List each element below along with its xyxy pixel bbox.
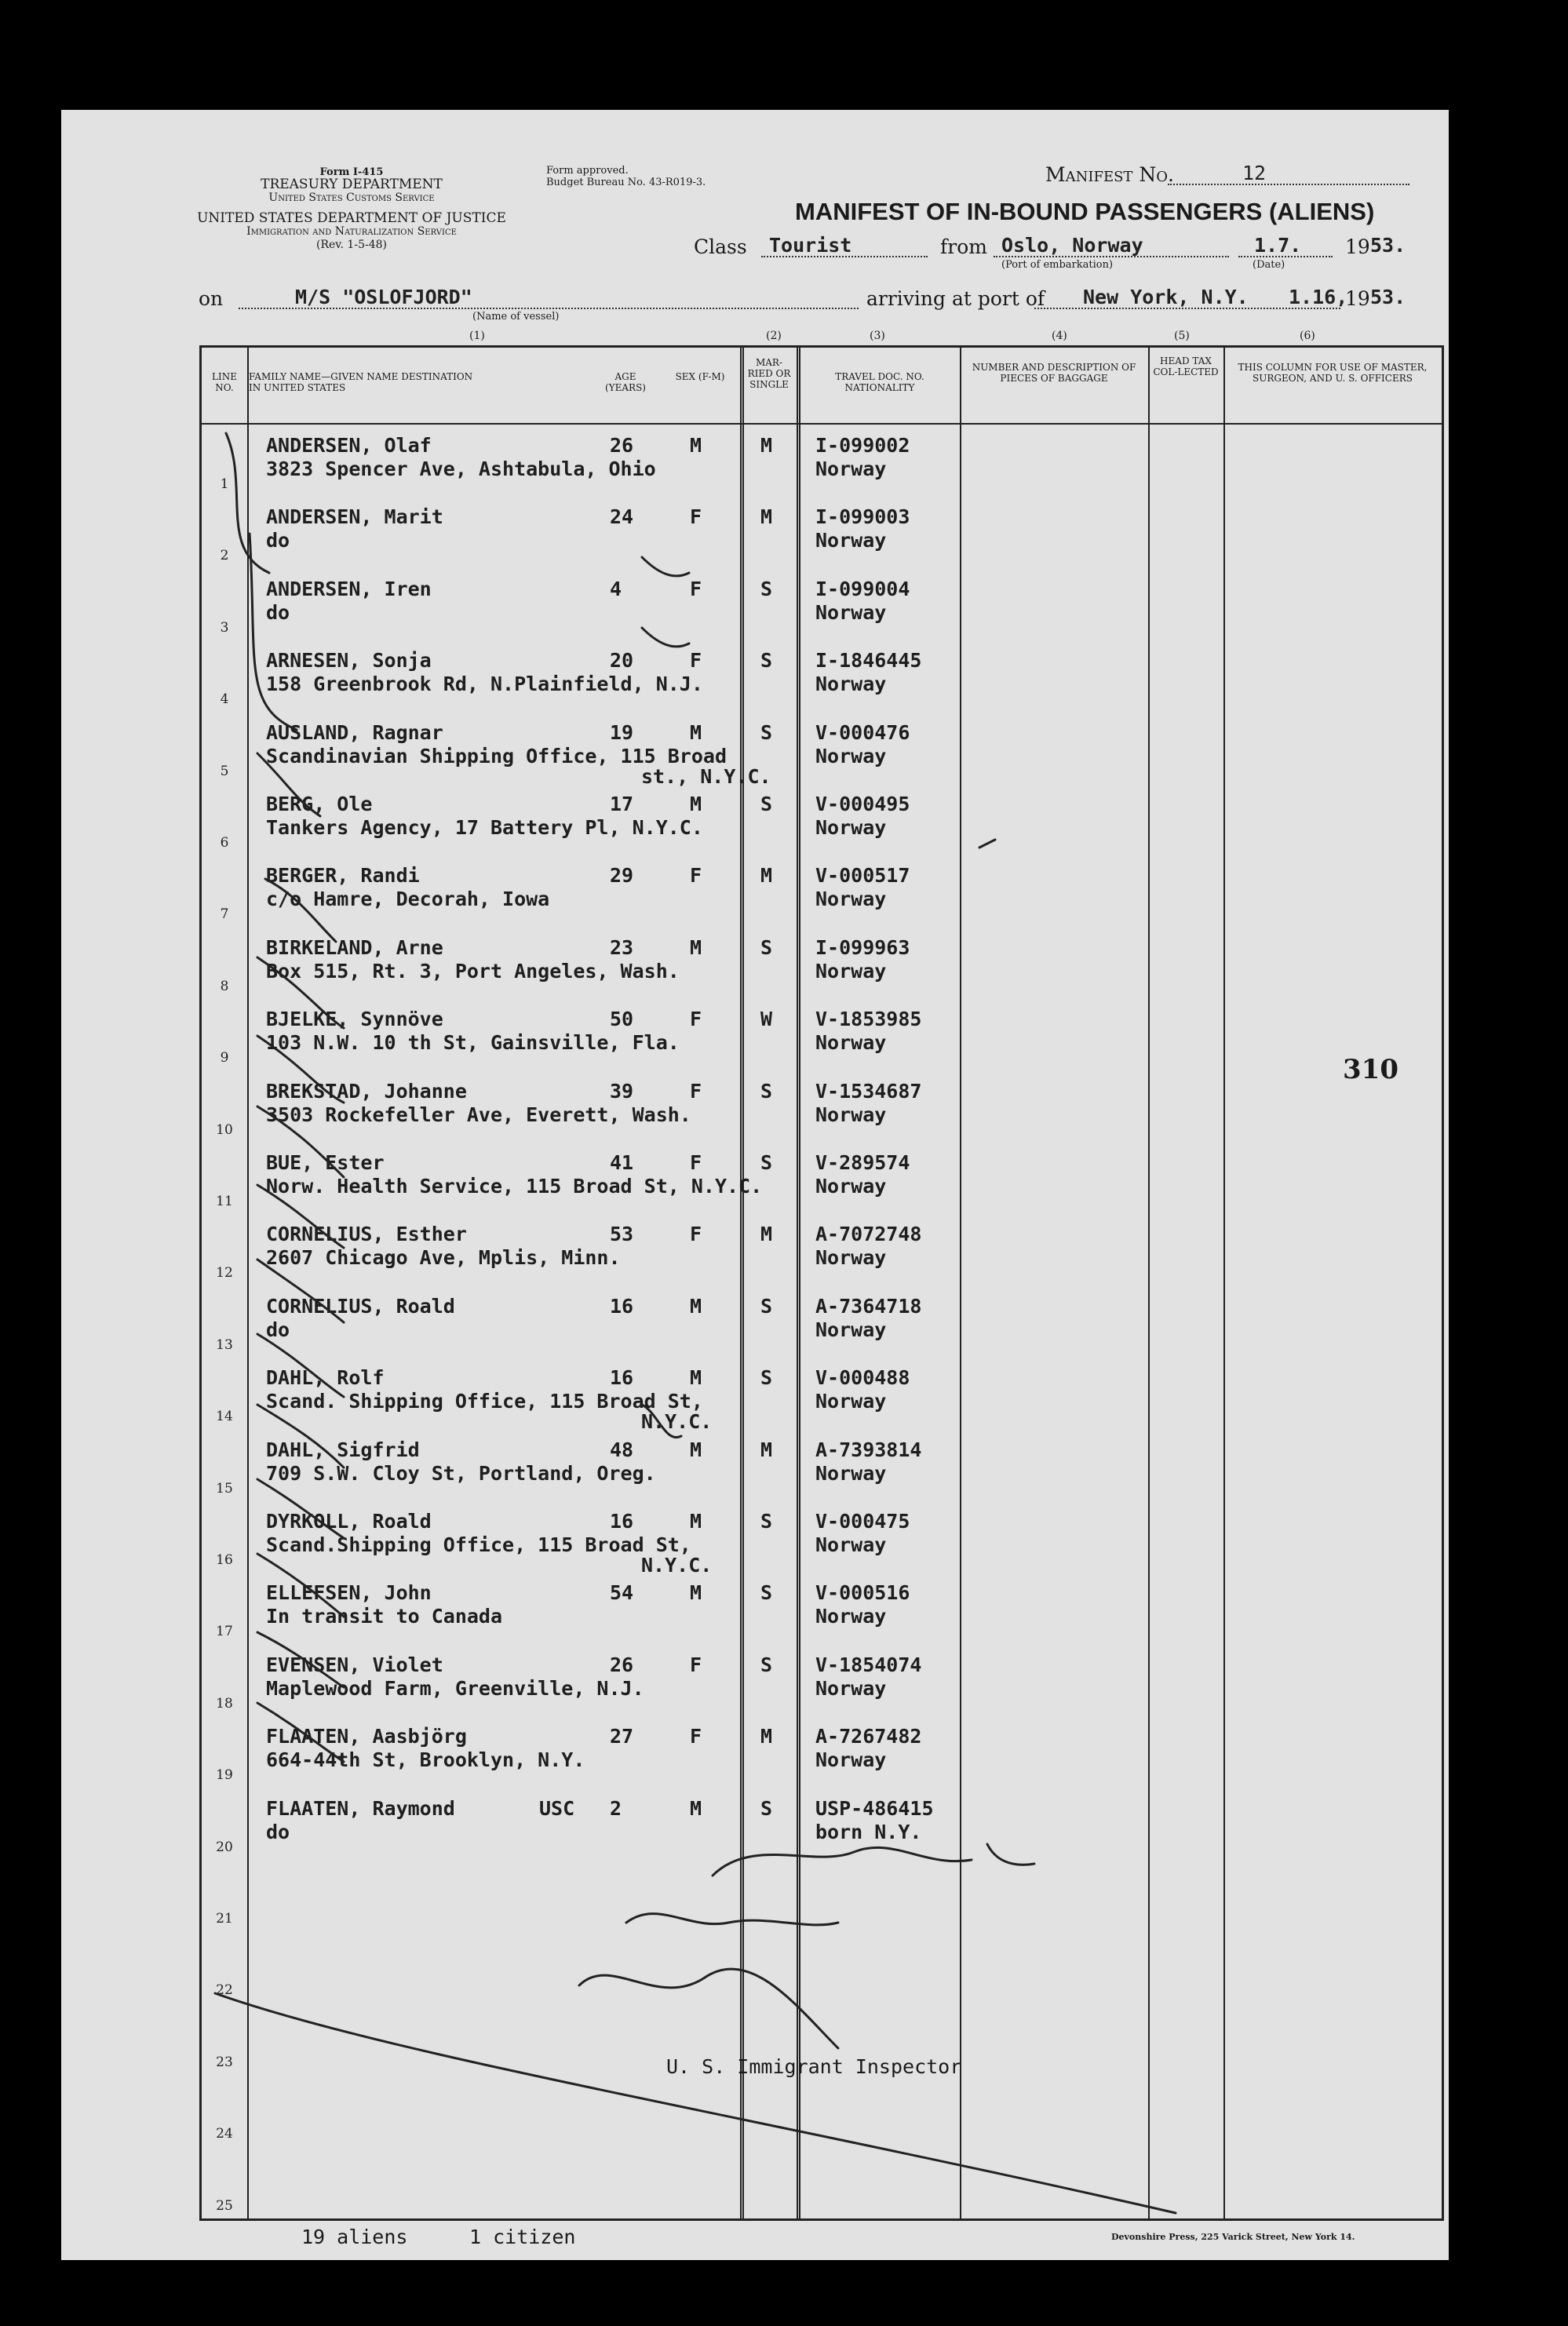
table-row xyxy=(202,1573,1442,1646)
sex: F xyxy=(690,1725,702,1748)
nationality: Norway xyxy=(815,1461,887,1485)
nationality: Norway xyxy=(815,744,887,767)
age: 39 xyxy=(610,1079,634,1103)
table-row xyxy=(202,1861,1442,1933)
arrival-port: New York, N.Y. xyxy=(1083,286,1249,308)
class-label: Class xyxy=(694,235,747,258)
marital-status: S xyxy=(760,1653,773,1676)
col-header-sex: SEX (F-M) xyxy=(675,371,725,382)
age: 16 xyxy=(610,1294,634,1318)
table-row xyxy=(202,2148,1442,2220)
departure-year: 53. xyxy=(1370,234,1406,257)
revision: (Rev. 1-5-48) xyxy=(316,239,387,251)
age: 54 xyxy=(610,1581,634,1605)
passenger-name: FLAATEN, Raymond xyxy=(266,1796,455,1820)
manifest-number: 12 xyxy=(1242,162,1267,184)
travel-doc-number: I-1846445 xyxy=(815,649,922,673)
destination: 158 Greenbrook Rd, N.Plainfield, N.J. xyxy=(266,673,703,696)
passenger-name: ARNESEN, Sonja xyxy=(266,649,432,673)
destination: do xyxy=(266,600,290,624)
table-row xyxy=(202,713,1442,786)
line-number: 12 xyxy=(216,1265,233,1281)
destination: 3503 Rockefeller Ave, Everett, Wash. xyxy=(266,1103,691,1126)
col-header-baggage: NUMBER AND DESCRIPTION OF PIECES OF BAGGAGE xyxy=(972,362,1136,384)
treasury-department: TREASURY DEPARTMENT xyxy=(261,177,443,192)
passenger-name: BIRKELAND, Arne xyxy=(266,935,443,959)
travel-doc-number: A-7364718 xyxy=(815,1294,922,1318)
manifest-page xyxy=(61,110,1449,2260)
sex: F xyxy=(690,1653,702,1676)
colnum-4: (4) xyxy=(1052,330,1067,342)
table-row xyxy=(202,570,1442,642)
destination: do xyxy=(266,1318,290,1341)
immigration-service: Immigration and Naturalization Service xyxy=(246,225,457,238)
col-header-travel: TRAVEL DOC. NO. NATIONALITY xyxy=(835,371,924,393)
col-header-name: FAMILY NAME—GIVEN NAME DESTINATION IN UNITED STATES xyxy=(249,371,473,393)
marital-status: M xyxy=(760,1725,773,1748)
nationality: Norway xyxy=(815,1605,887,1628)
on-label: on xyxy=(199,287,224,310)
colnum-1: (1) xyxy=(469,330,485,342)
marital-status: S xyxy=(760,1079,773,1103)
travel-doc-number: A-7267482 xyxy=(815,1725,922,1748)
marital-status: S xyxy=(760,793,773,815)
travel-doc-number: V-000495 xyxy=(815,793,910,815)
destination: 3823 Spencer Ave, Ashtabula, Ohio xyxy=(266,458,656,480)
sex: M xyxy=(690,1581,702,1605)
age: 50 xyxy=(610,1008,634,1031)
travel-doc-number: V-000517 xyxy=(815,864,910,888)
table-row xyxy=(202,641,1442,713)
col-header-headtax: HEAD TAX COL-LECTED xyxy=(1153,355,1219,377)
class-value: Tourist xyxy=(769,234,852,257)
table-row xyxy=(202,1431,1442,1503)
age: 41 xyxy=(610,1151,634,1174)
travel-doc-number: V-000488 xyxy=(815,1366,910,1390)
destination-continued: st., N.Y.C. xyxy=(641,764,771,788)
sex: M xyxy=(690,1796,702,1820)
marital-status: S xyxy=(760,1366,773,1390)
line-number: 13 xyxy=(216,1336,233,1353)
age: 4 xyxy=(610,577,622,600)
destination: In transit to Canada xyxy=(266,1605,503,1628)
table-row xyxy=(202,2076,1442,2148)
marital-status: S xyxy=(760,649,773,673)
sex: M xyxy=(690,1366,702,1390)
age: 26 xyxy=(610,434,634,457)
table-row xyxy=(202,1215,1442,1287)
port-embarkation-caption: (Port of embarkation) xyxy=(1001,259,1114,271)
manifest-number-field xyxy=(1168,165,1409,185)
travel-doc-number: V-1853985 xyxy=(815,1008,922,1031)
travel-doc-number: V-000475 xyxy=(815,1510,910,1533)
passenger-name: FLAATEN, Aasbjörg xyxy=(266,1725,467,1748)
destination: 709 S.W. Cloy St, Portland, Oreg. xyxy=(266,1461,656,1485)
line-number: 16 xyxy=(216,1552,233,1568)
destination: Tankers Agency, 17 Battery Pl, N.Y.C. xyxy=(266,816,703,839)
passenger-name: BERG, Ole xyxy=(266,793,373,815)
departure-date: 1.7. xyxy=(1254,234,1302,257)
customs-service: United States Customs Service xyxy=(268,191,435,204)
marital-status: S xyxy=(760,1294,773,1318)
age: 27 xyxy=(610,1725,634,1748)
marital-status: W xyxy=(760,1008,773,1031)
passenger-name: DAHL, Sigfrid xyxy=(266,1438,420,1461)
destination: do xyxy=(266,1820,290,1843)
citizens-count: 1 citizen xyxy=(469,2226,576,2248)
colnum-6: (6) xyxy=(1300,330,1315,342)
col-header-married: MAR-RIED OR SINGLE xyxy=(747,357,791,390)
destination-continued: N.Y.C. xyxy=(641,1410,713,1434)
table-row xyxy=(202,1717,1442,1789)
passenger-name: ELLEFSEN, John xyxy=(266,1581,432,1605)
marital-status: S xyxy=(760,1510,773,1533)
arrival-date: 1.16, xyxy=(1289,286,1348,308)
justice-block xyxy=(195,212,509,252)
vessel-caption: (Name of vessel) xyxy=(472,311,560,323)
travel-doc-number: A-7072748 xyxy=(815,1223,922,1246)
marital-status: S xyxy=(760,577,773,600)
table-row xyxy=(202,426,1442,498)
marital-status: M xyxy=(760,1223,773,1246)
line-number: 23 xyxy=(216,2054,233,2070)
marital-status: M xyxy=(760,434,773,457)
arriving-label: arriving at port of xyxy=(866,287,1045,310)
destination-continued: N.Y.C. xyxy=(641,1554,713,1577)
approval-block xyxy=(546,165,706,188)
nationality: Norway xyxy=(815,959,887,983)
sex: F xyxy=(690,1079,702,1103)
nationality: Norway xyxy=(815,1390,887,1413)
line-number: 21 xyxy=(216,1911,233,1927)
marital-status: M xyxy=(760,505,773,529)
nationality: born N.Y. xyxy=(815,1820,922,1843)
line-number: 8 xyxy=(220,978,229,994)
header-divider xyxy=(202,423,1442,425)
line-number: 14 xyxy=(216,1409,233,1425)
line-number: 18 xyxy=(216,1695,233,1712)
travel-doc-number: I-099004 xyxy=(815,577,910,600)
year-prefix: 19 xyxy=(1345,235,1370,258)
nationality: Norway xyxy=(815,673,887,696)
destination: Box 515, Rt. 3, Port Angeles, Wash. xyxy=(266,959,680,983)
sex: F xyxy=(690,505,702,529)
travel-doc-number: V-000516 xyxy=(815,1581,910,1605)
table-row xyxy=(202,928,1442,1001)
line-number: 9 xyxy=(220,1050,229,1066)
form-block xyxy=(195,166,509,205)
age: 16 xyxy=(610,1366,634,1390)
passenger-name: DYRKOLL, Roald xyxy=(266,1510,432,1533)
document-title: MANIFEST OF IN-BOUND PASSENGERS (ALIENS) xyxy=(795,198,1375,225)
nationality: Norway xyxy=(815,1246,887,1270)
citizenship-note: USC xyxy=(539,1796,575,1820)
destination: Scand. Shipping Office, 115 Broad St, xyxy=(266,1390,703,1413)
line-number: 20 xyxy=(216,1839,233,1855)
age: 16 xyxy=(610,1510,634,1533)
travel-doc-number: I-099963 xyxy=(815,935,910,959)
nationality: Norway xyxy=(815,458,887,480)
col-header-line: LINE NO. xyxy=(212,371,237,393)
table-row xyxy=(202,1072,1442,1144)
marital-status: S xyxy=(760,935,773,959)
nationality: Norway xyxy=(815,1175,887,1198)
line-number: 5 xyxy=(220,763,229,779)
nationality: Norway xyxy=(815,1103,887,1126)
sex: M xyxy=(690,1294,702,1318)
passenger-name: ANDERSEN, Olaf xyxy=(266,434,432,457)
date-caption: (Date) xyxy=(1253,259,1285,271)
form-approved: Form approved. xyxy=(546,165,629,177)
destination: 103 N.W. 10 th St, Gainsville, Fla. xyxy=(266,1031,680,1055)
age: 48 xyxy=(610,1438,634,1461)
destination: 2607 Chicago Ave, Mplis, Minn. xyxy=(266,1246,621,1270)
age: 2 xyxy=(610,1796,622,1820)
line-number: 17 xyxy=(216,1624,233,1640)
passenger-name: BERGER, Randi xyxy=(266,864,420,888)
sex: M xyxy=(690,1438,702,1461)
sex: F xyxy=(690,1223,702,1246)
travel-doc-number: I-099003 xyxy=(815,505,910,529)
nationality: Norway xyxy=(815,1676,887,1700)
table-row xyxy=(202,498,1442,570)
nationality: Norway xyxy=(815,1533,887,1556)
destination: Scand.Shipping Office, 115 Broad St, xyxy=(266,1533,691,1556)
line-number: 19 xyxy=(216,1767,233,1784)
passenger-name: AUSLAND, Ragnar xyxy=(266,720,443,744)
line-number: 6 xyxy=(220,835,229,851)
table-row xyxy=(202,1646,1442,1718)
passenger-name: ANDERSEN, Marit xyxy=(266,505,443,529)
line-number: 24 xyxy=(216,2126,233,2142)
table-row xyxy=(202,1789,1442,1861)
officer-note: 310 xyxy=(1343,1054,1398,1085)
travel-doc-number: V-000476 xyxy=(815,720,910,744)
sex: M xyxy=(690,434,702,457)
from-label: from xyxy=(940,235,987,258)
colnum-5: (5) xyxy=(1174,330,1190,342)
vessel-name: M/S "OSLOFJORD" xyxy=(295,286,472,308)
destination: Norw. Health Service, 115 Broad St, N.Y.C. xyxy=(266,1175,763,1198)
line-number: 4 xyxy=(220,691,229,708)
line-number: 3 xyxy=(220,619,229,636)
sex: F xyxy=(690,1151,702,1174)
nationality: Norway xyxy=(815,1748,887,1772)
col-header-officers: THIS COLUMN FOR USE OF MASTER, SURGEON, AND U. S. OFFICERS xyxy=(1238,362,1428,384)
justice-department: UNITED STATES DEPARTMENT OF JUSTICE xyxy=(197,210,506,226)
destination: c/o Hamre, Decorah, Iowa xyxy=(266,888,550,911)
sex: M xyxy=(690,1510,702,1533)
table-row xyxy=(202,785,1442,857)
marital-status: S xyxy=(760,1581,773,1605)
age: 17 xyxy=(610,793,634,815)
destination: Maplewood Farm, Greenville, N.J. xyxy=(266,1676,644,1700)
travel-doc-number: V-1534687 xyxy=(815,1079,922,1103)
sex: F xyxy=(690,577,702,600)
line-number: 25 xyxy=(216,2197,233,2214)
passenger-name: BJELKE, Synnöve xyxy=(266,1008,443,1031)
printer-imprint: Devonshire Press, 225 Varick Street, New York 14. xyxy=(1111,2232,1355,2242)
table-row xyxy=(202,856,1442,928)
passenger-name: BUE, Ester xyxy=(266,1151,385,1174)
age: 19 xyxy=(610,720,634,744)
sex: F xyxy=(690,1008,702,1031)
marital-status: M xyxy=(760,864,773,888)
sex: M xyxy=(690,793,702,815)
age: 29 xyxy=(610,864,634,888)
line-number: 2 xyxy=(220,548,229,564)
destination: 664-44th St, Brooklyn, N.Y. xyxy=(266,1748,585,1772)
passenger-table xyxy=(199,345,1444,2221)
line-number: 1 xyxy=(220,476,229,492)
marital-status: S xyxy=(760,1796,773,1820)
nationality: Norway xyxy=(815,1318,887,1341)
table-row xyxy=(202,1502,1442,1577)
table-row xyxy=(202,1000,1442,1072)
arrival-year-prefix: 19 xyxy=(1345,287,1370,310)
manifest-label: Manifest No. xyxy=(1045,163,1174,186)
line-number: 11 xyxy=(216,1194,233,1209)
passenger-name: CORNELIUS, Roald xyxy=(266,1294,455,1318)
nationality: Norway xyxy=(815,1031,887,1055)
embarkation-port: Oslo, Norway xyxy=(1001,234,1143,257)
nationality: Norway xyxy=(815,600,887,624)
table-row xyxy=(202,1143,1442,1216)
travel-doc-number: V-1854074 xyxy=(815,1653,922,1676)
sex: F xyxy=(690,864,702,888)
passenger-name: EVENSEN, Violet xyxy=(266,1653,443,1676)
col-header-age: AGE (YEARS) xyxy=(605,371,646,393)
budget-bureau: Budget Bureau No. 43-R019-3. xyxy=(546,177,706,188)
passenger-name: BREKSTAD, Johanne xyxy=(266,1079,467,1103)
nationality: Norway xyxy=(815,529,887,552)
line-number: 15 xyxy=(216,1480,233,1497)
sex: F xyxy=(690,649,702,673)
form-number: Form I-415 xyxy=(319,166,384,178)
colnum-3: (3) xyxy=(870,330,885,342)
passenger-name: DAHL, Rolf xyxy=(266,1366,385,1390)
table-row xyxy=(202,1358,1442,1434)
marital-status: S xyxy=(760,1151,773,1174)
destination: Scandinavian Shipping Office, 115 Broad xyxy=(266,744,727,767)
line-number: 10 xyxy=(216,1121,233,1138)
marital-status: M xyxy=(760,1438,773,1461)
table-row xyxy=(202,1932,1442,2004)
age: 26 xyxy=(610,1653,634,1676)
marital-status: S xyxy=(760,720,773,744)
line-number: 22 xyxy=(216,1982,233,1999)
travel-doc-number: I-099002 xyxy=(815,434,910,457)
travel-doc-number: V-289574 xyxy=(815,1151,910,1174)
travel-doc-number: USP-486415 xyxy=(815,1796,934,1820)
destination: do xyxy=(266,529,290,552)
travel-doc-number: A-7393814 xyxy=(815,1438,922,1461)
age: 23 xyxy=(610,935,634,959)
aliens-count: 19 aliens xyxy=(301,2226,408,2248)
age: 53 xyxy=(610,1223,634,1246)
table-row xyxy=(202,1287,1442,1359)
nationality: Norway xyxy=(815,816,887,839)
age: 20 xyxy=(610,649,634,673)
age: 24 xyxy=(610,505,634,529)
colnum-2: (2) xyxy=(766,330,782,342)
arrival-year: 53. xyxy=(1370,286,1406,308)
nationality: Norway xyxy=(815,888,887,911)
passenger-name: ANDERSEN, Iren xyxy=(266,577,432,600)
sex: M xyxy=(690,935,702,959)
passenger-name: CORNELIUS, Esther xyxy=(266,1223,467,1246)
sex: M xyxy=(690,720,702,744)
line-number: 7 xyxy=(220,906,229,923)
inspector-caption: U. S. Immigrant Inspector xyxy=(666,2055,962,2078)
